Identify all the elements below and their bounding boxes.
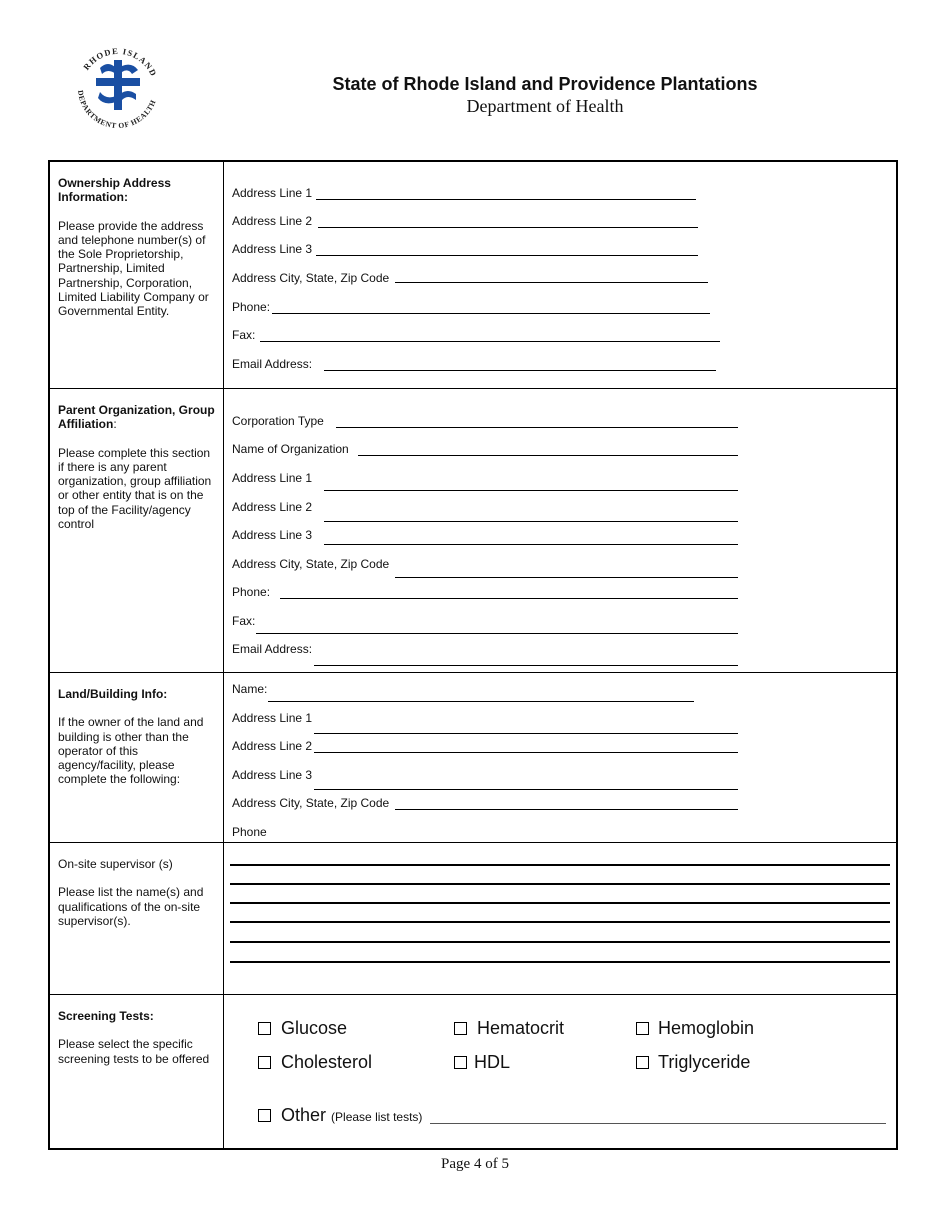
supervisor-title: On-site supervisor (s) <box>58 857 173 871</box>
parent-corporation-type-input[interactable] <box>336 427 738 428</box>
field-label: Address Line 3 <box>232 768 313 782</box>
land-phone-field[interactable] <box>232 825 742 841</box>
ownership-address-line-1-input[interactable] <box>316 199 696 200</box>
field-label: Email Address: <box>232 642 313 656</box>
parent-email-field[interactable] <box>232 642 742 658</box>
ownership-address-line-3-input[interactable] <box>316 255 698 256</box>
ownership-fax-input[interactable] <box>260 341 720 342</box>
checkbox-label: Glucose <box>281 1018 348 1038</box>
parent-phone-input[interactable] <box>280 598 738 599</box>
land-name-input[interactable] <box>268 701 694 702</box>
field-label: Address Line 2 <box>232 214 313 228</box>
ownership-info-cell <box>50 162 224 388</box>
land-title: Land/Building Info: <box>58 687 168 701</box>
parent-phone-field[interactable] <box>232 585 742 601</box>
ownership-phone-field[interactable] <box>232 300 712 316</box>
land-address-line-3-input[interactable] <box>314 789 738 790</box>
checkbox-label: Triglyceride <box>658 1052 751 1072</box>
field-label: Phone: <box>232 585 271 599</box>
parent-title-text: Parent Organization, Group Affiliation <box>58 403 215 432</box>
field-label: Name of Organization <box>232 442 349 456</box>
field-label: Address City, State, Zip Code <box>232 557 390 571</box>
hemoglobin-checkbox[interactable] <box>636 1018 754 1039</box>
land-address-line-1-input[interactable] <box>314 733 738 734</box>
checkbox-icon[interactable] <box>636 1056 649 1069</box>
field-label: Address Line 3 <box>232 242 313 256</box>
checkbox-icon[interactable] <box>454 1056 467 1069</box>
field-label: Address Line 1 <box>232 711 313 725</box>
field-label: Address City, State, Zip Code <box>232 271 390 285</box>
field-label: Fax: <box>232 614 256 628</box>
field-label: Address City, State, Zip Code <box>232 796 390 810</box>
checkbox-label: Cholesterol <box>281 1052 373 1072</box>
supervisor-info-cell <box>50 843 224 994</box>
ownership-fax-field[interactable] <box>232 328 722 344</box>
ownership-city-state-zip-input[interactable] <box>395 282 708 283</box>
parent-address-line-3-field[interactable] <box>232 528 742 544</box>
field-label: Corporation Type <box>232 414 324 428</box>
land-description: If the owner of the land and building is other than the operator of this agency/facility, please complete the following: <box>58 715 204 787</box>
screening-section <box>50 994 896 1148</box>
supervisor-line-3[interactable] <box>230 902 890 904</box>
ownership-address-line-3-field[interactable] <box>232 242 712 258</box>
checkbox-icon[interactable] <box>258 1022 271 1035</box>
checkbox-icon[interactable] <box>258 1056 271 1069</box>
screening-title: Screening Tests: <box>58 1009 154 1023</box>
field-label: Email Address: <box>232 357 313 371</box>
land-city-state-zip-field[interactable] <box>232 796 742 812</box>
checkbox-label: Hemoglobin <box>658 1018 755 1038</box>
ownership-phone-input[interactable] <box>272 313 710 314</box>
parent-email-input[interactable] <box>314 665 738 666</box>
parent-name-of-organization-input[interactable] <box>358 455 738 456</box>
checkbox-icon[interactable] <box>454 1022 467 1035</box>
screening-options-cell <box>224 995 896 1148</box>
parent-address-line-3-input[interactable] <box>324 544 738 545</box>
land-name-field[interactable] <box>232 682 702 698</box>
ownership-description: Please provide the address and telephone number(s) of the Sole Proprietorship, Partnership, Limited Partnership, Corporation, Limited Liability Company or Governmental Entity. <box>58 218 209 319</box>
checkbox-label: Other <box>281 1105 327 1125</box>
land-address-line-2-input[interactable] <box>314 752 738 753</box>
glucose-checkbox[interactable] <box>258 1018 347 1039</box>
department-of-health-logo <box>70 38 166 134</box>
checkbox-label: HDL <box>474 1052 511 1072</box>
screening-info-cell <box>50 995 224 1148</box>
supervisor-line-2[interactable] <box>230 883 890 885</box>
state-title: State of Rhode Island and Providence Plantations <box>332 74 758 94</box>
department-subtitle: Department of Health <box>466 96 624 116</box>
parent-fax-field[interactable] <box>232 614 742 630</box>
parent-fax-input[interactable] <box>256 633 738 634</box>
supervisor-lines-cell <box>224 843 896 994</box>
ownership-city-state-zip-field[interactable] <box>232 271 712 287</box>
hdl-checkbox[interactable] <box>454 1052 510 1073</box>
parent-title-suffix: : <box>113 417 117 432</box>
parent-address-line-2-input[interactable] <box>324 521 738 522</box>
cholesterol-checkbox[interactable] <box>258 1052 372 1073</box>
parent-address-line-2-field[interactable] <box>232 500 742 516</box>
checkbox-icon[interactable] <box>636 1022 649 1035</box>
field-label: Name: <box>232 682 268 696</box>
checkbox-icon[interactable] <box>258 1109 271 1122</box>
document-header <box>270 74 820 117</box>
supervisor-line-1[interactable] <box>230 864 890 866</box>
supervisor-line-4[interactable] <box>230 921 890 923</box>
ownership-title: Ownership Address Information: <box>58 176 171 205</box>
triglyceride-checkbox[interactable] <box>636 1052 750 1073</box>
supervisor-description: Please list the name(s) and qualifications of the on-site supervisor(s). <box>58 885 204 928</box>
land-info-cell <box>50 673 224 842</box>
land-fields-cell <box>224 673 896 842</box>
field-label: Fax: <box>232 328 256 342</box>
ownership-section <box>50 162 896 388</box>
ownership-address-line-1-field[interactable] <box>232 186 712 202</box>
land-address-line-1-field[interactable] <box>232 711 742 727</box>
ownership-email-field[interactable] <box>232 357 722 373</box>
parent-organization-section <box>50 388 896 672</box>
land-building-section <box>50 672 896 842</box>
field-label: Address Line 1 <box>232 471 313 485</box>
ownership-address-line-2-input[interactable] <box>318 227 698 228</box>
land-city-state-zip-input[interactable] <box>395 809 738 810</box>
screening-description: Please select the specific screening tests to be offered <box>58 1037 210 1066</box>
parent-city-state-zip-field[interactable] <box>232 557 742 573</box>
field-label: Phone <box>232 825 267 839</box>
svg-text:RHODE ISLAND: RHODE ISLAND <box>81 45 160 79</box>
ownership-address-line-2-field[interactable] <box>232 214 712 230</box>
svg-text:DEPARTMENT OF HEALTH: DEPARTMENT OF HEALTH <box>75 89 158 131</box>
field-label: Address Line 1 <box>232 186 313 200</box>
supervisor-section <box>50 842 896 994</box>
land-address-line-2-field[interactable] <box>232 739 742 755</box>
parent-description: Please complete this section if there is any parent organization, group affiliation or other entity that is on the top of the Facility/agency control <box>58 445 212 532</box>
ownership-email-input[interactable] <box>324 370 716 371</box>
field-label: Address Line 3 <box>232 528 313 542</box>
form-table <box>48 160 898 1150</box>
parent-address-line-1-field[interactable] <box>232 471 742 487</box>
other-checkbox[interactable] <box>258 1105 422 1126</box>
page-number: Page 4 of 5 <box>441 1156 509 1172</box>
parent-title <box>58 403 215 432</box>
checkbox-label: Hematocrit <box>477 1018 565 1038</box>
parent-fields-cell <box>224 389 896 672</box>
field-label: Address Line 2 <box>232 739 313 753</box>
field-label: Phone: <box>232 300 271 314</box>
hematocrit-checkbox[interactable] <box>454 1018 564 1039</box>
parent-address-line-1-input[interactable] <box>324 490 738 491</box>
parent-info-cell <box>50 389 224 672</box>
parent-corporation-type-field[interactable] <box>232 414 742 430</box>
other-hint: (Please list tests) <box>331 1110 423 1124</box>
supervisor-line-6[interactable] <box>230 961 890 963</box>
parent-city-state-zip-input[interactable] <box>395 577 738 578</box>
parent-name-of-organization-field[interactable] <box>232 442 742 458</box>
ownership-fields-cell <box>224 162 896 388</box>
other-tests-input[interactable] <box>430 1123 886 1124</box>
land-address-line-3-field[interactable] <box>232 768 742 784</box>
field-label: Address Line 2 <box>232 500 313 514</box>
supervisor-line-5[interactable] <box>230 941 890 943</box>
